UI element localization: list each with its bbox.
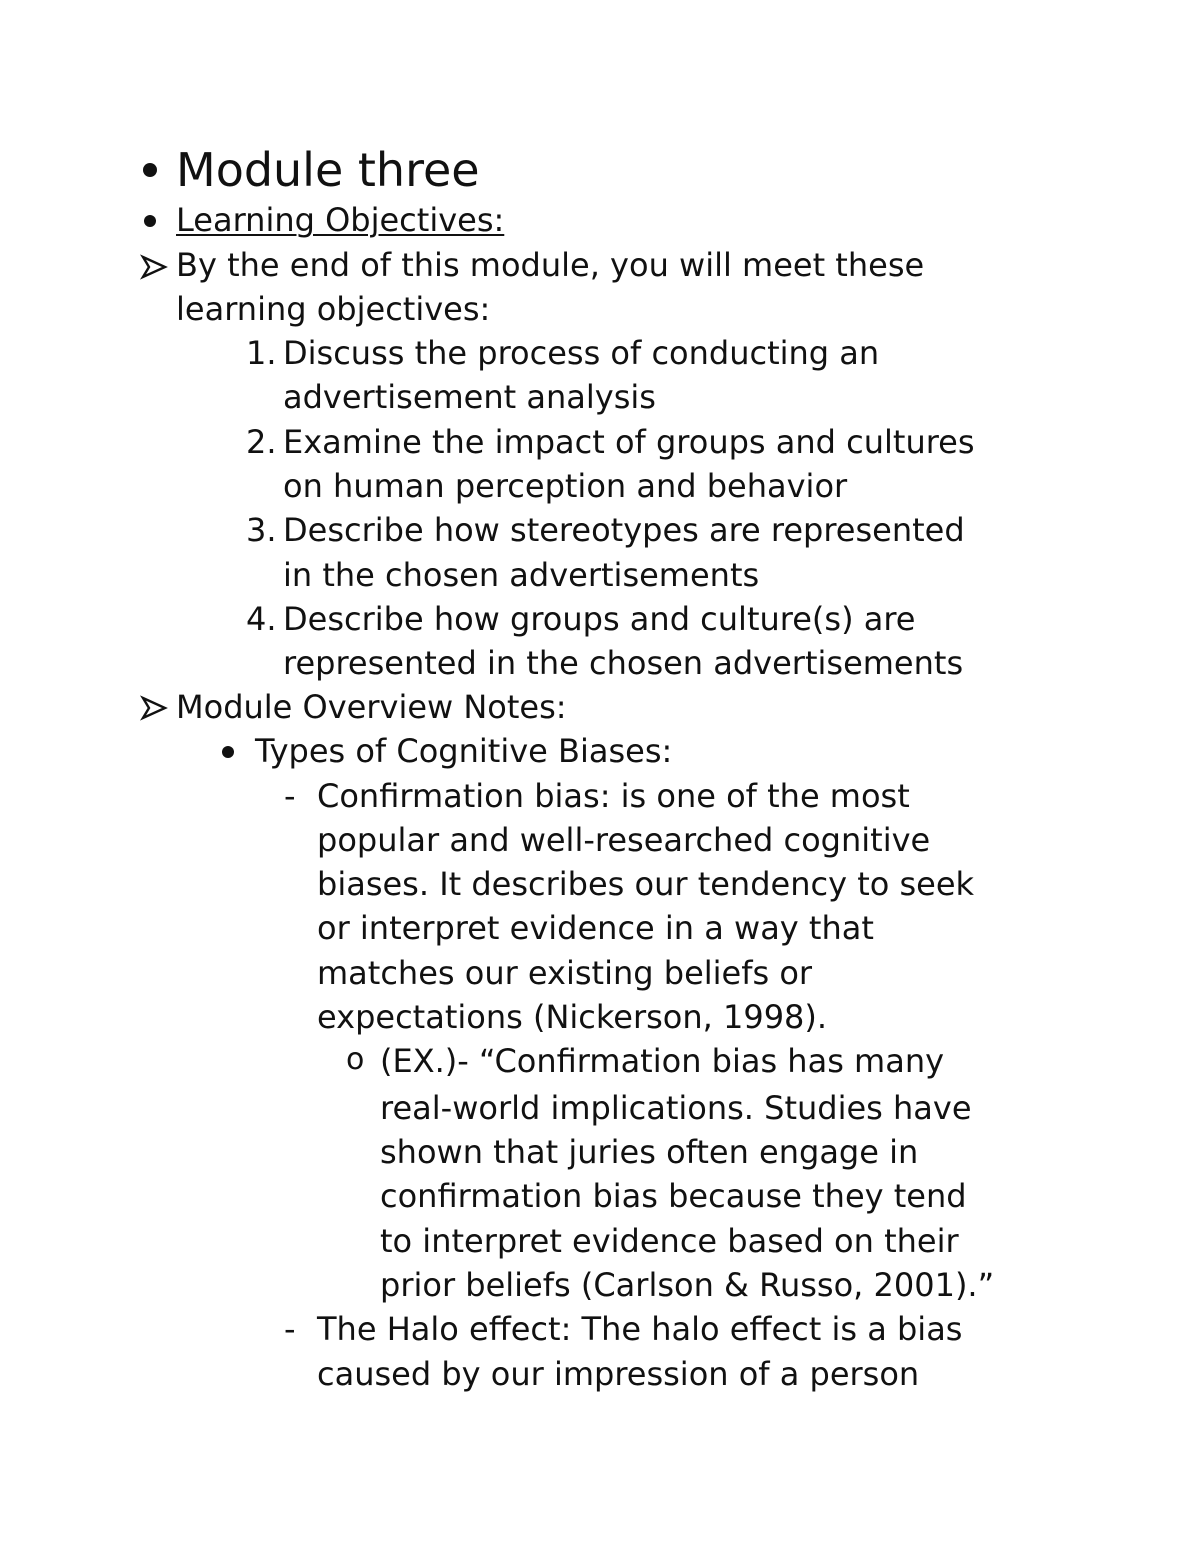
bullet-dot-icon	[222, 746, 234, 758]
arrowhead-bullet-icon	[140, 254, 168, 280]
objective-line: Describe how stereotypes are represented	[283, 511, 965, 549]
overview-label: Module Overview Notes:	[176, 688, 567, 726]
confirmation-line: Confirmation bias: is one of the most	[317, 777, 910, 815]
bullet-dot-icon	[143, 163, 157, 177]
objective-number: 4.	[246, 600, 277, 638]
intro-line-1: By the end of this module, you will meet these	[176, 246, 925, 284]
objective-number: 2.	[246, 423, 277, 461]
dash-bullet: -	[284, 1310, 296, 1348]
example-line: confirmation bias because they tend	[380, 1177, 967, 1215]
example-line: prior beliefs (Carlson & Russo, 2001).”	[380, 1266, 995, 1304]
objective-line: Describe how groups and culture(s) are	[283, 600, 916, 638]
objective-number: 1.	[246, 334, 277, 372]
example-line: real-world implications. Studies have	[380, 1089, 972, 1127]
example-line: (EX.)- “Confirmation bias has many	[380, 1042, 945, 1080]
confirmation-line: matches our existing beliefs or	[317, 954, 813, 992]
example-line: to interpret evidence based on their	[380, 1222, 959, 1260]
objective-line: on human perception and behavior	[283, 467, 848, 505]
objective-line: in the chosen advertisements	[283, 556, 760, 594]
objective-line: advertisement analysis	[283, 378, 656, 416]
objective-number: 3.	[246, 511, 277, 549]
confirmation-line: biases. It describes our tendency to seek	[317, 865, 975, 903]
halo-line: caused by our impression of a person	[317, 1355, 920, 1393]
confirmation-line: or interpret evidence in a way that	[317, 909, 874, 947]
example-line: shown that juries often engage in	[380, 1133, 919, 1171]
page-title: Module three	[176, 143, 480, 197]
halo-line: The Halo effect: The halo effect is a bias	[317, 1310, 963, 1348]
bullet-dot-icon	[144, 215, 156, 227]
dash-bullet: -	[284, 777, 296, 815]
section-title: Types of Cognitive Biases:	[255, 732, 673, 770]
objective-line: represented in the chosen advertisements	[283, 644, 964, 682]
confirmation-line: expectations (Nickerson, 1998).	[317, 998, 828, 1036]
arrowhead-bullet-icon	[140, 695, 168, 721]
section-heading: Learning Objectives:	[176, 201, 505, 239]
confirmation-line: popular and well-researched cognitive	[317, 821, 931, 859]
objective-line: Examine the impact of groups and cultures	[283, 423, 975, 461]
circle-bullet: o	[346, 1042, 365, 1077]
objective-line: Discuss the process of conducting an	[283, 334, 880, 372]
intro-line-2: learning objectives:	[176, 290, 491, 328]
